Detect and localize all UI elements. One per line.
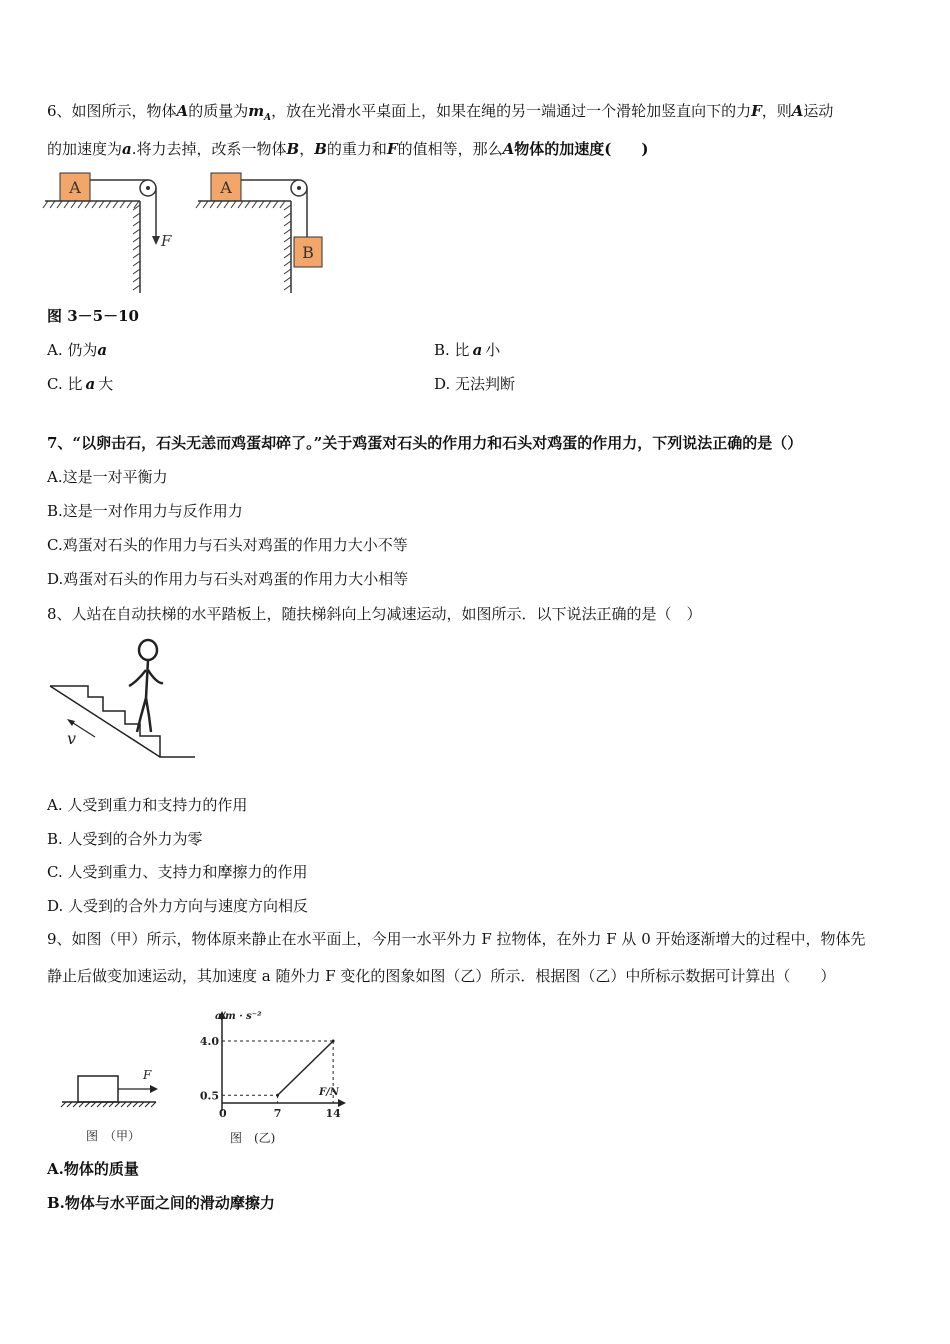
block-b-label: B bbox=[302, 243, 314, 262]
q9-option-b[interactable]: B.物体与水平面之间的滑动摩擦力 bbox=[47, 1194, 275, 1212]
q9-stem-line2: 静止后做变加速运动，其加速度 a 随外力 F 变化的图象如图（乙）所示．根据图（乙）中所标示数据可计算出（ ） bbox=[47, 967, 836, 985]
q8-stem: 8、人站在自动扶梯的水平踏板上，随扶梯斜向上匀减速运动，如图所示．以下说法正确的是（ ） bbox=[47, 605, 702, 623]
q9-chart-a-vs-f bbox=[195, 1003, 365, 1148]
q8-option-a[interactable]: A. 人受到重力和支持力的作用 bbox=[47, 796, 248, 814]
q6-stem-line1: 6、如图所示，物体A的质量为$m_A$，放在光滑水平桌面上，如果在绳的另一端通过一个滑轮加竖直向下的力F，则A运动 bbox=[47, 102, 834, 123]
q6-stem-line2: 的加速度为a.将力去掉，改系一物体B，B的重力和F的值相等，那么A物体的加速度( ) bbox=[47, 140, 649, 158]
caption: 图 (乙) bbox=[230, 1131, 276, 1145]
q9-stem-line1: 9、如图（甲）所示，物体原来静止在水平面上，今用一水平外力 F 拉物体，在外力 F 从 0 开始逐渐增大的过程中，物体先 bbox=[47, 930, 866, 948]
block-a-label: A bbox=[220, 178, 232, 197]
person bbox=[129, 640, 163, 732]
data-point bbox=[276, 1094, 279, 1097]
force-label: F bbox=[143, 1068, 152, 1082]
q7-option-b[interactable]: B.这是一对作用力与反作用力 bbox=[47, 502, 243, 520]
q8-option-b[interactable]: B. 人受到的合外力为零 bbox=[47, 830, 203, 848]
x-axis-label: F/N bbox=[319, 1087, 339, 1098]
origin-tick: 0 bbox=[219, 1107, 227, 1120]
velocity-label: v bbox=[67, 729, 77, 748]
q6-option-b[interactable]: B. 比 a 小 bbox=[434, 341, 501, 359]
q8-escalator-figure bbox=[45, 636, 205, 766]
q6-option-c[interactable]: C. 比 a 大 bbox=[47, 375, 114, 393]
data-point bbox=[332, 1040, 335, 1043]
q6-option-a[interactable]: A. 仍为a bbox=[47, 341, 108, 359]
q8-option-d[interactable]: D. 人受到的合外力方向与速度方向相反 bbox=[47, 897, 309, 915]
q6-figure-force bbox=[40, 168, 190, 298]
q7-option-d[interactable]: D.鸡蛋对石头的作用力与石头对鸡蛋的作用力大小相等 bbox=[47, 570, 409, 588]
q7-stem: 7、“以卵击石，石头无恙而鸡蛋却碎了。”关于鸡蛋对石头的作用力和石头对鸡蛋的作用力，下列说法正确的是（） bbox=[47, 434, 803, 452]
block bbox=[78, 1076, 118, 1102]
q7-option-a[interactable]: A.这是一对平衡力 bbox=[47, 468, 168, 486]
force-f-label: F bbox=[161, 232, 172, 250]
x-tick-label: 7 bbox=[273, 1107, 282, 1120]
q6-figure-block-b bbox=[193, 168, 343, 298]
q8-option-c[interactable]: C. 人受到重力、支持力和摩擦力的作用 bbox=[47, 863, 308, 881]
q7-option-c[interactable]: C.鸡蛋对石头的作用力与石头对鸡蛋的作用力大小不等 bbox=[47, 536, 408, 554]
y-tick-label: 0.5 bbox=[199, 1089, 219, 1103]
x-tick-label: 14 bbox=[325, 1107, 341, 1120]
q9-option-a[interactable]: A.物体的质量 bbox=[47, 1160, 139, 1178]
block-a-label: A bbox=[69, 178, 81, 197]
q9-figure-jia bbox=[58, 1064, 168, 1149]
y-tick-label: 4.0 bbox=[199, 1035, 219, 1048]
q6-option-d[interactable]: D. 无法判断 bbox=[434, 375, 516, 393]
q6-figure-caption: 图 3－5－10 bbox=[47, 307, 139, 325]
y-axis-label: a/m · s⁻² bbox=[215, 1011, 262, 1022]
caption: 图 （甲） bbox=[86, 1129, 141, 1143]
